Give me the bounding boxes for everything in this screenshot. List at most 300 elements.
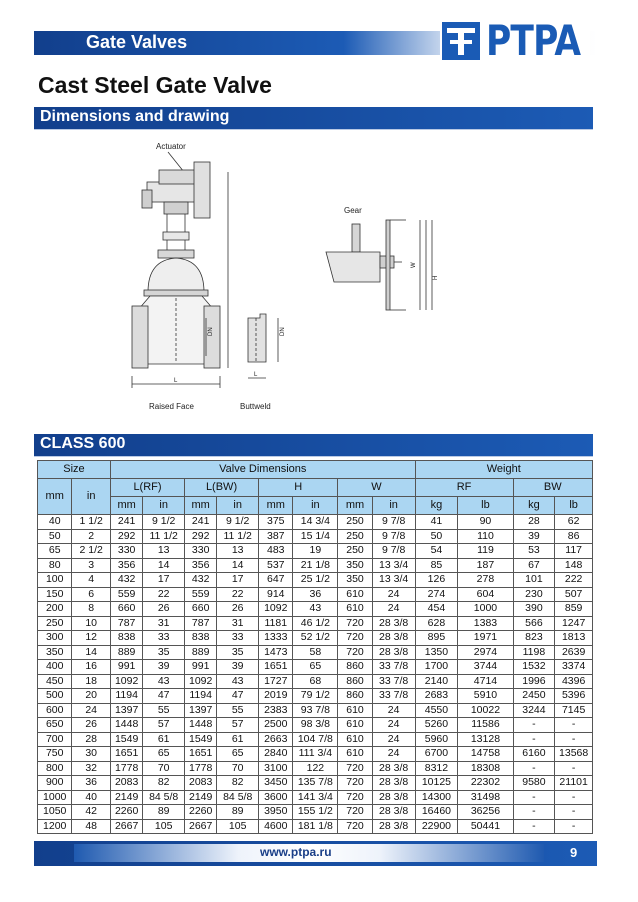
table-cell: 28 3/8 [372, 819, 415, 834]
unit-mm: mm [338, 497, 372, 515]
table-cell: 559 [185, 587, 217, 602]
table-cell: 28 [513, 515, 555, 530]
table-cell: 2383 [259, 703, 293, 718]
table-cell: 432 [185, 573, 217, 588]
table-cell: 350 [38, 645, 72, 660]
table-cell: 1198 [513, 645, 555, 660]
table-cell: 24 [372, 602, 415, 617]
table-cell: 330 [110, 544, 142, 559]
table-cell: 859 [555, 602, 593, 617]
table-cell: 98 3/8 [293, 718, 338, 733]
table-cell: 24 [372, 703, 415, 718]
label-buttweld: Buttweld [240, 402, 271, 411]
table-cell: 10125 [415, 776, 458, 791]
table-cell: 65 [217, 747, 259, 762]
unit-mm: mm [110, 497, 142, 515]
table-cell: 28 3/8 [372, 631, 415, 646]
table-cell: 16 [72, 660, 111, 675]
table-cell: 18308 [458, 761, 513, 776]
table-cell: 5260 [415, 718, 458, 733]
table-cell: 21 1/8 [293, 558, 338, 573]
table-cell: 991 [110, 660, 142, 675]
table-cell: 1383 [458, 616, 513, 631]
dn-label-bw: DN [280, 327, 286, 336]
table-cell: 4396 [555, 674, 593, 689]
table-cell: 68 [293, 674, 338, 689]
table-cell: 3100 [259, 761, 293, 776]
table-row [38, 573, 593, 588]
table-cell: 292 [110, 529, 142, 544]
header-lbw: L(BW) [185, 479, 259, 497]
table-cell: 2149 [185, 790, 217, 805]
table-cell: 26 [72, 718, 111, 733]
table-cell: 16460 [415, 805, 458, 820]
table-cell: 278 [458, 573, 513, 588]
table-cell: 660 [185, 602, 217, 617]
table-cell: 135 7/8 [293, 776, 338, 791]
table-cell: 2083 [185, 776, 217, 791]
table-cell: 991 [185, 660, 217, 675]
table-cell: 350 [338, 573, 372, 588]
unit-lb: lb [555, 497, 593, 515]
table-cell: 18 [72, 674, 111, 689]
table-cell: 1996 [513, 674, 555, 689]
table-cell: - [555, 718, 593, 733]
table-cell: 104 7/8 [293, 732, 338, 747]
table-cell: 2260 [110, 805, 142, 820]
table-cell: 3950 [259, 805, 293, 820]
table-cell: - [513, 732, 555, 747]
table-cell: 35 [143, 645, 185, 660]
table-cell: 2500 [259, 718, 293, 733]
table-cell: 53 [513, 544, 555, 559]
table-cell: 914 [259, 587, 293, 602]
table-cell: 1700 [415, 660, 458, 675]
table-cell: 3374 [555, 660, 593, 675]
table-cell: 40 [38, 515, 72, 530]
table-cell: 13 [217, 544, 259, 559]
table-cell: 610 [338, 747, 372, 762]
label-gear: Gear [344, 206, 362, 215]
table-cell: 241 [110, 515, 142, 530]
table-cell: 61 [217, 732, 259, 747]
section-header-dimensions [34, 107, 593, 129]
table-row [38, 703, 593, 718]
table-cell: 1200 [38, 819, 72, 834]
section-title-dimensions: Dimensions and drawing [40, 108, 230, 125]
table-cell: 84 5/8 [217, 790, 259, 805]
table-cell: 823 [513, 631, 555, 646]
table-cell: 65 [293, 660, 338, 675]
table-cell: 292 [185, 529, 217, 544]
header-rf: RF [415, 479, 513, 497]
table-cell: 19 [293, 544, 338, 559]
table-cell: 1549 [110, 732, 142, 747]
table-cell: 1813 [555, 631, 593, 646]
table-cell: 15 1/4 [293, 529, 338, 544]
table-cell: 67 [513, 558, 555, 573]
table-cell: 14 [217, 558, 259, 573]
table-cell: 350 [338, 558, 372, 573]
table-cell: 250 [338, 529, 372, 544]
table-cell: 500 [38, 689, 72, 704]
table-cell: 9 7/8 [372, 515, 415, 530]
table-cell: 330 [185, 544, 217, 559]
ptpa-logo [440, 14, 590, 66]
table-cell: 1971 [458, 631, 513, 646]
table-cell: 4 [72, 573, 111, 588]
table-cell: 65 [38, 544, 72, 559]
table-cell: 450 [38, 674, 72, 689]
dimensions-table-body [38, 515, 593, 834]
header-w: W [338, 479, 415, 497]
table-cell: 11 1/2 [217, 529, 259, 544]
table-cell: 628 [415, 616, 458, 631]
table-cell: 2840 [259, 747, 293, 762]
table-cell: 1092 [259, 602, 293, 617]
table-cell: 889 [185, 645, 217, 660]
table-cell: 6160 [513, 747, 555, 762]
table-cell: 40 [72, 790, 111, 805]
table-cell: 1092 [110, 674, 142, 689]
table-cell: 3244 [513, 703, 555, 718]
table-cell: 537 [259, 558, 293, 573]
table-cell: 31 [217, 616, 259, 631]
table-cell: 720 [338, 776, 372, 791]
table-cell: 1549 [185, 732, 217, 747]
table-cell: 62 [555, 515, 593, 530]
table-cell: 58 [293, 645, 338, 660]
table-cell: 600 [38, 703, 72, 718]
table-cell: 390 [513, 602, 555, 617]
table-cell: 93 7/8 [293, 703, 338, 718]
footer-bar [34, 841, 597, 866]
table-cell: 14 [72, 645, 111, 660]
table-cell: 1194 [110, 689, 142, 704]
table-cell: 187 [458, 558, 513, 573]
table-cell: 28 3/8 [372, 616, 415, 631]
table-cell: 24 [372, 732, 415, 747]
table-cell: 101 [513, 573, 555, 588]
table-cell: 28 3/8 [372, 805, 415, 820]
l-label-bw: L [254, 372, 258, 378]
table-cell: 1350 [415, 645, 458, 660]
table-cell: 610 [338, 703, 372, 718]
table-cell: 2683 [415, 689, 458, 704]
table-cell: 89 [143, 805, 185, 820]
table-cell: 10022 [458, 703, 513, 718]
table-row [38, 616, 593, 631]
table-cell: 82 [217, 776, 259, 791]
table-cell: - [513, 718, 555, 733]
table-cell: 2149 [110, 790, 142, 805]
table-cell: 2083 [110, 776, 142, 791]
label-actuator: Actuator [156, 142, 186, 151]
table-cell: 55 [143, 703, 185, 718]
table-cell: 9 7/8 [372, 529, 415, 544]
table-cell: 50 [415, 529, 458, 544]
table-cell: 1532 [513, 660, 555, 675]
table-cell: - [555, 732, 593, 747]
table-cell: 483 [259, 544, 293, 559]
page-title: Cast Steel Gate Valve [38, 72, 272, 98]
footer-url[interactable]: www.ptpa.ru [260, 845, 332, 859]
l-label-rf: L [174, 378, 178, 384]
table-cell: - [513, 761, 555, 776]
table-cell: 454 [415, 602, 458, 617]
table-cell: 33 7/8 [372, 660, 415, 675]
table-cell: 126 [415, 573, 458, 588]
table-cell: 150 [38, 587, 72, 602]
table-cell: 105 [143, 819, 185, 834]
table-cell: 22 [143, 587, 185, 602]
table-cell: 148 [555, 558, 593, 573]
table-cell: 4600 [259, 819, 293, 834]
table-cell: 22900 [415, 819, 458, 834]
table-cell: 26 [143, 602, 185, 617]
table-cell: 17 [143, 573, 185, 588]
table-cell: 43 [217, 674, 259, 689]
table-cell: 20 [72, 689, 111, 704]
table-cell: 787 [110, 616, 142, 631]
table-cell: 860 [338, 689, 372, 704]
table-row [38, 761, 593, 776]
section-title: Gate Valves [86, 32, 188, 52]
table-cell: 50 [38, 529, 72, 544]
table-cell: 14 [143, 558, 185, 573]
header-weight: Weight [415, 461, 592, 479]
table-cell: 1000 [38, 790, 72, 805]
table-cell: 1194 [185, 689, 217, 704]
table-cell: 9580 [513, 776, 555, 791]
table-cell: - [513, 805, 555, 820]
table-cell: 1778 [110, 761, 142, 776]
table-cell: 250 [38, 616, 72, 631]
table-cell: 24 [372, 587, 415, 602]
table-cell: 400 [38, 660, 72, 675]
table-cell: 1092 [185, 674, 217, 689]
table-cell: 84 5/8 [143, 790, 185, 805]
table-cell: 22302 [458, 776, 513, 791]
table-cell: 2639 [555, 645, 593, 660]
label-raised-face: Raised Face [149, 402, 194, 411]
table-cell: 3 [72, 558, 111, 573]
table-cell: 230 [513, 587, 555, 602]
table-cell: 13 [143, 544, 185, 559]
table-cell: 39 [217, 660, 259, 675]
table-cell: 21101 [555, 776, 593, 791]
table-cell: 2 [72, 529, 111, 544]
table-row [38, 602, 593, 617]
table-cell: 80 [38, 558, 72, 573]
table-cell: 356 [110, 558, 142, 573]
table-cell: 1247 [555, 616, 593, 631]
table-cell: 110 [458, 529, 513, 544]
table-cell: 720 [338, 645, 372, 660]
unit-kg: kg [513, 497, 555, 515]
table-cell: 2450 [513, 689, 555, 704]
table-cell: 838 [110, 631, 142, 646]
table-cell: 566 [513, 616, 555, 631]
table-cell: 33 [217, 631, 259, 646]
table-cell: 7145 [555, 703, 593, 718]
unit-in: in [217, 497, 259, 515]
table-cell: 28 3/8 [372, 790, 415, 805]
dimensions-table [37, 460, 593, 834]
table-cell: 800 [38, 761, 72, 776]
table-row [38, 515, 593, 530]
header-valve-dimensions: Valve Dimensions [110, 461, 415, 479]
header-lrf: L(RF) [110, 479, 184, 497]
table-cell: 720 [338, 761, 372, 776]
logo-wordmark: PTPA [486, 16, 581, 65]
table-cell: 85 [415, 558, 458, 573]
table-cell: 28 3/8 [372, 776, 415, 791]
table-cell: 46 1/2 [293, 616, 338, 631]
table-cell: 55 [217, 703, 259, 718]
table-cell: 610 [338, 602, 372, 617]
table-cell: 41 [415, 515, 458, 530]
table-row [38, 790, 593, 805]
unit-kg: kg [415, 497, 458, 515]
table-cell: 30 [72, 747, 111, 762]
table-cell: 105 [217, 819, 259, 834]
table-cell: 2667 [185, 819, 217, 834]
table-cell: 250 [338, 544, 372, 559]
unit-lb: lb [458, 497, 513, 515]
table-cell: 5396 [555, 689, 593, 704]
table-cell: 65 [143, 747, 185, 762]
table-cell: 89 [217, 805, 259, 820]
table-cell: 860 [338, 674, 372, 689]
table-cell: 1050 [38, 805, 72, 820]
table-cell: 2663 [259, 732, 293, 747]
table-row [38, 718, 593, 733]
h-label: H [433, 275, 439, 280]
table-row [38, 529, 593, 544]
table-cell: 838 [185, 631, 217, 646]
table-cell: 720 [338, 790, 372, 805]
table-cell: 1448 [185, 718, 217, 733]
table-cell: 70 [217, 761, 259, 776]
table-cell: 24 [372, 747, 415, 762]
table-cell: 22 [217, 587, 259, 602]
table-cell: 2140 [415, 674, 458, 689]
table-cell: 1333 [259, 631, 293, 646]
table-cell: 61 [143, 732, 185, 747]
table-cell: 610 [338, 732, 372, 747]
table-cell: 9 1/2 [217, 515, 259, 530]
table-cell: 1651 [110, 747, 142, 762]
table-cell: 43 [293, 602, 338, 617]
table-cell: 610 [338, 718, 372, 733]
table-cell: 2667 [110, 819, 142, 834]
valve-drawing-svg [34, 132, 593, 422]
table-cell: 9 7/8 [372, 544, 415, 559]
table-cell: 31 [143, 616, 185, 631]
table-cell: 111 3/4 [293, 747, 338, 762]
table-cell: 700 [38, 732, 72, 747]
table-cell: 57 [217, 718, 259, 733]
table-cell: 32 [72, 761, 111, 776]
table-cell: 604 [458, 587, 513, 602]
table-cell: 3450 [259, 776, 293, 791]
table-cell: 1727 [259, 674, 293, 689]
logo-mark-icon [442, 22, 480, 60]
table-cell: 889 [110, 645, 142, 660]
table-cell: 1 1/2 [72, 515, 111, 530]
table-row [38, 544, 593, 559]
table-cell: 647 [259, 573, 293, 588]
table-cell: 222 [555, 573, 593, 588]
dn-label-rf: DN [208, 327, 214, 336]
table-cell: 4550 [415, 703, 458, 718]
table-cell: 90 [458, 515, 513, 530]
table-cell: 900 [38, 776, 72, 791]
table-cell: 14 3/4 [293, 515, 338, 530]
table-cell: 54 [415, 544, 458, 559]
table-cell: 5960 [415, 732, 458, 747]
header-size-in: in [72, 479, 111, 515]
table-cell: 720 [338, 616, 372, 631]
table-cell: 5910 [458, 689, 513, 704]
table-cell: - [555, 819, 593, 834]
table-cell: 720 [338, 631, 372, 646]
table-row [38, 776, 593, 791]
table-cell: 47 [217, 689, 259, 704]
table-cell: 4714 [458, 674, 513, 689]
table-cell: 2974 [458, 645, 513, 660]
table-row [38, 732, 593, 747]
header-h: H [259, 479, 338, 497]
table-cell: 36 [293, 587, 338, 602]
table-cell: 895 [415, 631, 458, 646]
table-cell: 8312 [415, 761, 458, 776]
table-cell: 26 [217, 602, 259, 617]
table-cell: 1448 [110, 718, 142, 733]
header-size-mm: mm [38, 479, 72, 515]
table-cell: 25 1/2 [293, 573, 338, 588]
table-cell: - [555, 761, 593, 776]
table-cell: 432 [110, 573, 142, 588]
table-cell: 100 [38, 573, 72, 588]
table-cell: 250 [338, 515, 372, 530]
table-cell: 52 1/2 [293, 631, 338, 646]
table-cell: 82 [143, 776, 185, 791]
table-cell: 119 [458, 544, 513, 559]
table-cell: 35 [217, 645, 259, 660]
table-cell: 79 1/2 [293, 689, 338, 704]
table-cell: 1778 [185, 761, 217, 776]
unit-mm: mm [185, 497, 217, 515]
header-bw: BW [513, 479, 592, 497]
table-cell: 70 [143, 761, 185, 776]
table-cell: 13128 [458, 732, 513, 747]
table-cell: 43 [143, 674, 185, 689]
table-cell: 141 3/4 [293, 790, 338, 805]
table-cell: 47 [143, 689, 185, 704]
table-cell: - [555, 805, 593, 820]
table-cell: 39 [513, 529, 555, 544]
table-cell: 28 3/8 [372, 761, 415, 776]
table-cell: 33 7/8 [372, 689, 415, 704]
table-cell: 1473 [259, 645, 293, 660]
unit-in: in [293, 497, 338, 515]
table-cell: 13 3/4 [372, 573, 415, 588]
section-title-class: CLASS 600 [40, 435, 126, 452]
table-cell: 10 [72, 616, 111, 631]
table-cell: 11586 [458, 718, 513, 733]
